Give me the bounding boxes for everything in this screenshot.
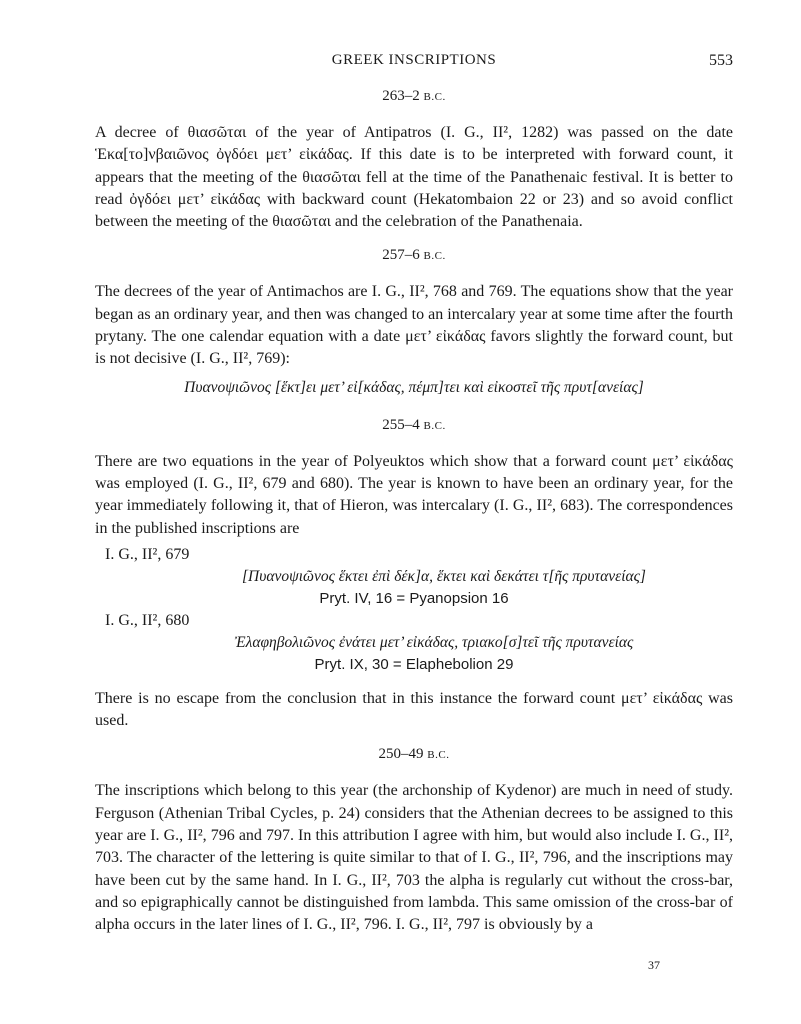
section-era: B.C.	[423, 419, 446, 432]
calendar-equation: Pryt. IX, 30 = Elaphebolion 29	[314, 655, 514, 673]
calendar-equation: Pryt. IV, 16 = Pyanopsion 16	[319, 589, 509, 607]
paragraph: A decree of θιασῶται of the year of Antipatros (I. G., II², 1282) was passed on the date Ἑκα[το]νβαιῶνος ὀγδόει μετ’ εἰκάδας. If this date is to be interpreted with forward count, it appears that the meeting of the θιασῶται fell at the time of the Panathenaic festival. It is better to read ὀγδόει μετ’ εἰκάδας with backward count (Hekatombaion 22 or 23) and so avoid conflict between the meeting of the θιασῶται and the celebration of the Panathenaia.	[95, 124, 733, 231]
paragraph: The inscriptions which belong to this year (the archonship of Kydenor) are much in need of study. Ferguson (Athenian Tribal Cycles, p. 24) considers that the Athenian decrees to be assigned to this year are I. G., II², 796 and 797. In this attribution I agree with him, but would also include I. G., II², 703. The character of the lettering is quite similar to that of I. G., II², 796, and the inscriptions may have been cut by the same hand. In I. G., II², 703 the alpha is regularly cut without the cross-bar, and so epigraphically cannot be distinguished from lambda. This same omission of the cross-bar of alpha occurs in the later lines of I. G., II², 796. I. G., II², 797 is obviously by a	[95, 782, 733, 934]
page-content	[95, 86, 733, 937]
running-title: GREEK INSCRIPTIONS	[331, 52, 497, 68]
section-date: 255–4	[382, 416, 420, 433]
page-number: 553	[709, 52, 733, 69]
section-date-heading	[95, 245, 733, 265]
inscription-greek-text: [Πυανοψιῶνος ἕκτει ἐπὶ δέκ]α, ἕκτει καὶ δεκάτει τ[ῆς πρυτανείας]	[242, 567, 646, 585]
section-date-heading	[95, 744, 733, 764]
paragraph: There is no escape from the conclusion that in this instance the forward count μετ’ εἰκάδας was used.	[95, 689, 733, 730]
section-era: B.C.	[427, 749, 450, 762]
inscription-greek-text: Ἐλαφηβολιῶνος ἐνάτει μετ’ εἰκάδας, τριακο[σ]τεῖ τῆς πρυτανείας	[234, 633, 634, 651]
section-date: 250–49	[378, 746, 424, 763]
section-date: 257–6	[382, 247, 420, 264]
section-date: 263–2	[382, 88, 420, 104]
greek-quotation: Πυανοψιῶνος [ἕκτ]ει μετ’ εἰ[κάδας, πέμπ]τει καὶ εἰκοστεῖ τῆς πρυτ[ανείας]	[184, 378, 644, 396]
section-date-heading	[95, 415, 733, 435]
paragraph: There are two equations in the year of Polyeuktos which show that a forward count μετ’ εἰκάδας was employed (I. G., II², 679 and 680). The year is known to have been an ordinary year, for the year immediately following it, that of Hieron, was intercalary (I. G., II², 683). The correspondences in the published inscriptions are	[95, 452, 733, 537]
paragraph: The decrees of the year of Antimachos are I. G., II², 768 and 769. The equations show that the year began as an ordinary year, and then was changed to an intercalary year at some time after the fourth prytany. The one calendar equation with a date μετ’ εἰκάδας favors slightly the forward count, but is not decisive (I. G., II², 769):	[95, 283, 733, 368]
signature-mark: 37	[648, 958, 660, 972]
section-date-heading	[95, 86, 733, 106]
section-era: B.C.	[423, 91, 446, 103]
inscription-reference: I. G., II², 679	[105, 545, 190, 563]
page-header	[95, 52, 733, 76]
section-era: B.C.	[423, 250, 446, 263]
inscription-reference: I. G., II², 680	[105, 611, 190, 629]
